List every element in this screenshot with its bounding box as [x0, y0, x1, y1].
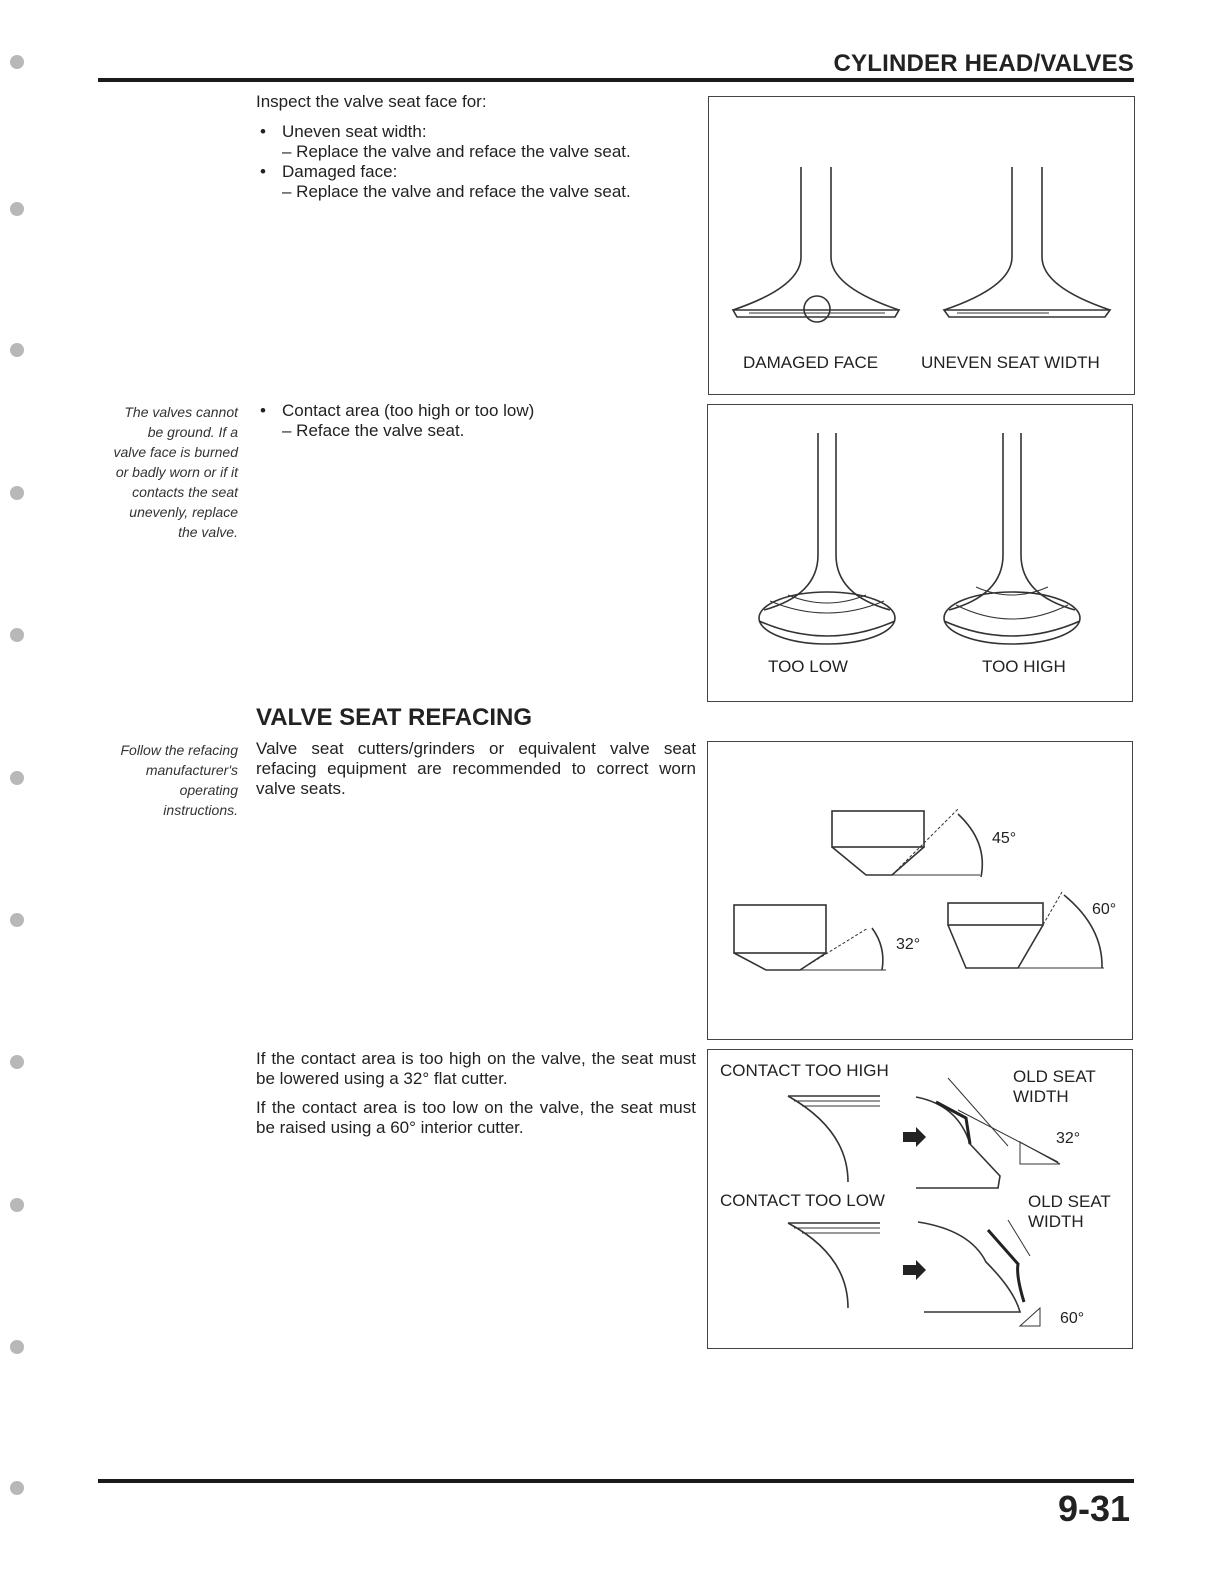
binder-hole [10, 343, 24, 357]
binder-hole [10, 913, 24, 927]
list-item-label: • Damaged face: [282, 162, 398, 181]
contact-low-paragraph: If the contact area is too low on the valve, the seat must be raised using a 60° interior cutter. [256, 1098, 696, 1137]
side-note-line: Follow the refacing [120, 742, 238, 758]
list-item [256, 122, 696, 162]
header-rule [98, 78, 1134, 82]
side-note-line: The valves cannot [124, 404, 238, 420]
label-angle-32: 32° [896, 936, 921, 953]
figure-cutter-angles [707, 741, 1133, 1040]
inspect-list [256, 122, 696, 202]
binder-hole [10, 1198, 24, 1212]
contact-high-paragraph: If the contact area is too high on the valve, the seat must be lowered using a 32° flat cutter. [256, 1049, 696, 1088]
side-note-valves [88, 402, 238, 542]
side-note-line: manufacturer's [145, 762, 238, 778]
side-note-line: instructions. [163, 802, 238, 818]
inspect-intro: Inspect the valve seat face for: [256, 92, 487, 111]
label-contact-too-low: CONTACT TOO LOW [720, 1191, 885, 1210]
list-item-sub: – Replace the valve and reface the valve seat. [282, 142, 631, 161]
list-item-sub: – Reface the valve seat. [282, 421, 465, 440]
label-angle-60: 60° [1092, 901, 1117, 918]
label-angle-45: 45° [992, 830, 1017, 847]
side-note-line: operating [179, 782, 238, 798]
label-old-seat-width-1 [1013, 1067, 1096, 1107]
binder-hole [10, 1481, 24, 1495]
label-contact-too-high: CONTACT TOO HIGH [720, 1061, 889, 1080]
old-seat-line: WIDTH [1013, 1087, 1069, 1106]
label-uneven-seat-width: UNEVEN SEAT WIDTH [921, 353, 1100, 372]
figure-contact-correction [707, 1049, 1133, 1349]
label-too-low: TOO LOW [768, 657, 848, 676]
list-item-label: • Uneven seat width: [282, 122, 427, 141]
label-angle-32: 32° [1056, 1130, 1081, 1147]
list-item-sub: – Replace the valve and reface the valve seat. [282, 182, 631, 201]
inspect-block [256, 92, 696, 202]
refacing-paragraph: Valve seat cutters/grinders or equivalent valve seat refacing equipment are recommended to correct worn valve seats. [256, 739, 696, 798]
list-item [256, 401, 696, 441]
section-title: VALVE SEAT REFACING [256, 704, 533, 731]
cutter-angles-illustration [708, 742, 1132, 1039]
side-note-line: be ground. If a [147, 424, 238, 440]
binder-hole [10, 202, 24, 216]
binder-hole [10, 486, 24, 500]
list-item-label: • Contact area (too high or too low) [282, 401, 535, 420]
binder-hole [10, 1340, 24, 1354]
contact-list [256, 401, 696, 441]
binder-hole [10, 771, 24, 785]
contact-block [256, 401, 696, 441]
side-note-line: unevenly, replace [129, 504, 238, 520]
old-seat-line: OLD SEAT [1013, 1067, 1096, 1086]
old-seat-line: OLD SEAT [1028, 1192, 1111, 1211]
side-note-line: contacts the seat [132, 484, 238, 500]
binder-hole [10, 55, 24, 69]
label-old-seat-width-2 [1028, 1192, 1111, 1232]
side-note-line: valve face is burned [113, 444, 238, 460]
binder-hole [10, 1055, 24, 1069]
old-seat-line: WIDTH [1028, 1212, 1084, 1231]
side-note-line: or badly worn or if it [115, 464, 238, 480]
footer-rule [98, 1479, 1134, 1483]
binder-hole [10, 628, 24, 642]
label-angle-60: 60° [1060, 1310, 1085, 1327]
page-header-title: CYLINDER HEAD/VALVES [833, 50, 1134, 77]
figure-contact-area [707, 404, 1133, 702]
side-note-line: the valve. [178, 524, 238, 540]
label-damaged-face: DAMAGED FACE [743, 353, 879, 372]
page-number: 9-31 [1057, 1488, 1130, 1529]
list-item [256, 162, 696, 202]
valve-face-illustration [709, 97, 1134, 394]
figure-valve-face [708, 96, 1135, 395]
label-too-high: TOO HIGH [982, 657, 1066, 676]
side-note-refacing [88, 740, 238, 820]
